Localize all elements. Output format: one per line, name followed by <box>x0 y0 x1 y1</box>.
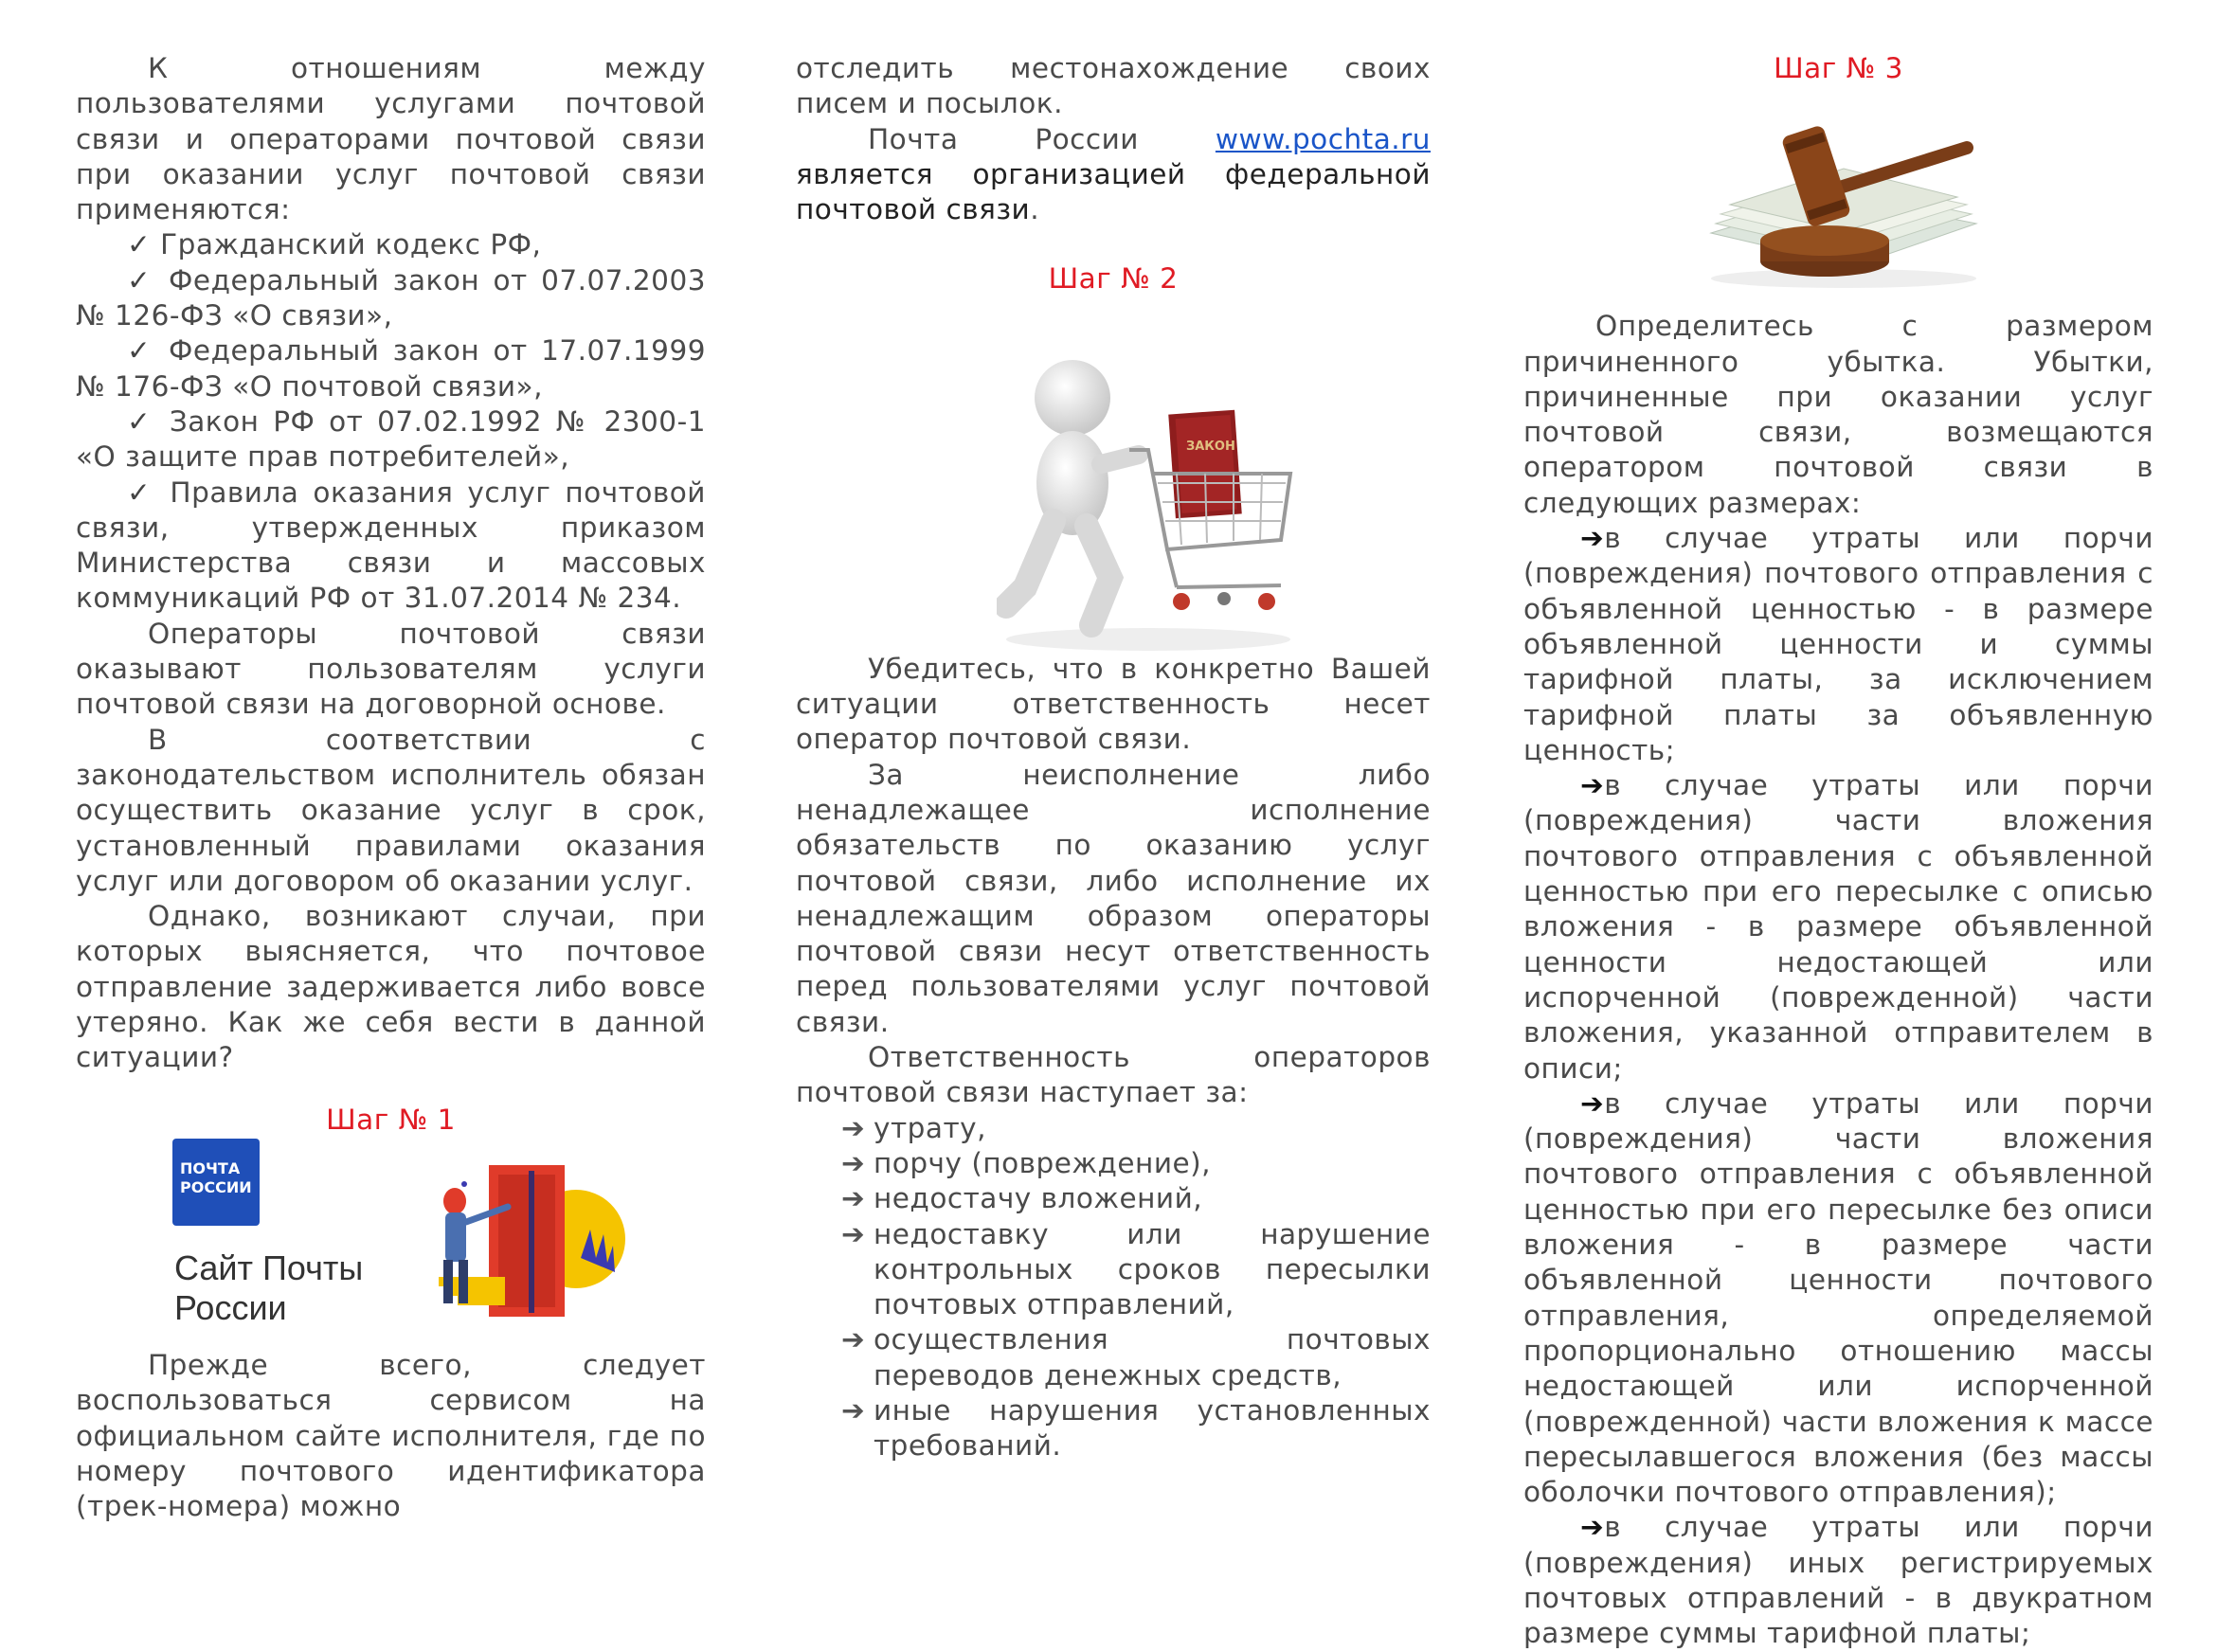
pochta-logo <box>172 1139 260 1226</box>
paragraph-tracking: Прежде всего, следует воспользоваться сервисом на официальном сайте исполнителя, где по номеру почтового идентификатора (трек-номера) можно <box>76 1348 706 1523</box>
arrow-icon: ➔ <box>841 1111 866 1144</box>
gavel-money-illustration <box>1702 110 1986 290</box>
list-item: ➔ осуществления почтовых переводов денежных средств, <box>841 1323 1431 1392</box>
law-item: ✓ Гражданский кодекс РФ, <box>127 228 542 261</box>
case-item: ➔в случае утраты или порчи (повреждения) части вложения почтового отправления с объявленной ценностью при его пересылке без описи вложения - в размере части объявленной ценности почтового отправления, определяемой пропорционально отношению массы недостающей или испорченной (поврежденной) части вложения к массе пересылавшегося вложения (без массы оболочки почтового отправления); <box>1523 1086 2153 1509</box>
case-item: ➔в случае утраты или порчи (повреждения) почтового отправления с объявленной ценностью - в размере объявленной ценности и суммы тарифной платы, за исключением тарифной платы за объявленную ценность; <box>1523 522 2153 766</box>
intro-paragraph: К отношениям между пользователями услугами почтовой связи и операторами почтовой связи при оказании услуг почтовой связи применяются: <box>76 52 706 226</box>
list-item: ➔ недостачу вложений, <box>841 1181 1431 1216</box>
arrow-icon: ➔ <box>841 1394 866 1428</box>
tracking-continued: отследить местонахождение своих писем и посылок. <box>796 52 1431 120</box>
law-item: ✓ Федеральный закон от 17.07.1999 № 176-ФЗ «О почтовой связи», <box>76 334 706 403</box>
cart-law-illustration <box>997 341 1300 654</box>
paragraph-liability: За неисполнение либо ненадлежащее исполнение обязательств по оказанию услуг почтовой связи, либо исполнение их ненадлежащим образом операторы почтовой связи несут ответственность перед пользователями услуг почтовой связи. <box>796 758 1431 1038</box>
arrow-icon: ➔ <box>841 1182 866 1215</box>
law-item: ✓ Закон РФ от 07.02.1992 № 2300-1 «О защите прав потребителей», <box>76 404 706 474</box>
shopping-cart-figure-icon <box>997 341 1300 654</box>
paragraph-liability-for: Ответственность операторов почтовой связи наступает за: <box>796 1041 1431 1109</box>
column-2 <box>796 51 1431 1464</box>
arrow-icon: ➔ <box>1580 769 1605 802</box>
book-label: ЗАКОН <box>1186 440 1235 454</box>
arrow-icon: ➔ <box>841 1217 866 1250</box>
pochta-link[interactable]: www.pochta.ru <box>1215 122 1431 155</box>
list-item: ➔ недоставку или нарушение контрольных сроков пересылки почтовых отправлений, <box>841 1217 1431 1321</box>
step-2-heading: Шаг № 2 <box>1048 262 1179 296</box>
paragraph-law: В соответствии с законодательством исполнитель обязан осуществить оказание услуг в срок, установленный правилами оказания услуг или договором об оказании услуг. <box>76 723 706 897</box>
pochta-paragraph: Почта России www.pochta.ru является организацией федеральной почтовой связи. <box>796 122 1431 226</box>
check-icon: ✓ <box>127 334 170 368</box>
law-item: ✓ Федеральный закон от 07.07.2003 № 126-ФЗ «О связи», <box>76 263 706 332</box>
pochta-site-illustration <box>150 1116 642 1326</box>
door-person-icon <box>387 1144 642 1324</box>
case-item: ➔в случае утраты или порчи (повреждения) части вложения почтового отправления с объявленной ценностью при его пересылке с описью вложения - в размере объявленной ценности недостающей или испорченной (поврежденной) части вложения, указанной отправителем в описи; <box>1523 769 2153 1085</box>
gavel-icon <box>1702 110 1986 290</box>
arrow-icon: ➔ <box>1580 1511 1605 1544</box>
site-label: Сайт Почты России <box>174 1248 364 1327</box>
check-icon: ✓ <box>127 476 171 509</box>
step-1-heading: Шаг № 1 <box>326 1103 456 1136</box>
list-item: ➔ иные нарушения установленных требований. <box>841 1394 1431 1463</box>
check-icon: ✓ <box>127 263 170 296</box>
check-icon: ✓ <box>127 404 170 438</box>
case-item: ➔в случае утраты или порчи (повреждения) иных регистрируемых почтовых отправлений - в двукратном размере суммы тарифной платы; <box>1523 1511 2153 1650</box>
list-item: ➔ порчу (повреждение), <box>841 1146 1431 1181</box>
arrow-icon: ➔ <box>1580 522 1605 555</box>
paragraph-check-operator: Убедитесь, что в конкретно Вашей ситуации ответственность несет оператор почтовой связи. <box>796 652 1431 756</box>
column-3 <box>1523 51 2153 1652</box>
paragraph-contract: Операторы почтовой связи оказывают пользователям услуги почтовой связи на договорной основе. <box>76 617 706 721</box>
liability-list <box>796 1111 1431 1464</box>
check-icon: ✓ <box>127 228 161 261</box>
pochta-logo-text: ПОЧТА РОССИИ <box>180 1159 252 1196</box>
law-item: ✓ Правила оказания услуг почтовой связи, утвержденных приказом Министерства связи и массовых коммуникаций РФ от 31.07.2014 № 234. <box>76 476 706 615</box>
arrow-icon: ➔ <box>1580 1086 1605 1120</box>
step-3-heading: Шаг № 3 <box>1774 52 1903 84</box>
list-item: ➔ утрату, <box>841 1111 1431 1146</box>
paragraph-damage: Определитесь с размером причиненного убытка. Убытки, причиненные при оказании услуг почтовой связи, возмещаются оператором почтовой связи в следующих размерах: <box>1523 310 2153 519</box>
arrow-icon: ➔ <box>841 1323 866 1356</box>
arrow-icon: ➔ <box>841 1146 866 1179</box>
paragraph-cases: Однако, возникают случаи, при которых выясняется, что почтовое отправление задерживается либо вовсе утеряно. Как же себя вести в данной ситуации? <box>76 900 706 1074</box>
